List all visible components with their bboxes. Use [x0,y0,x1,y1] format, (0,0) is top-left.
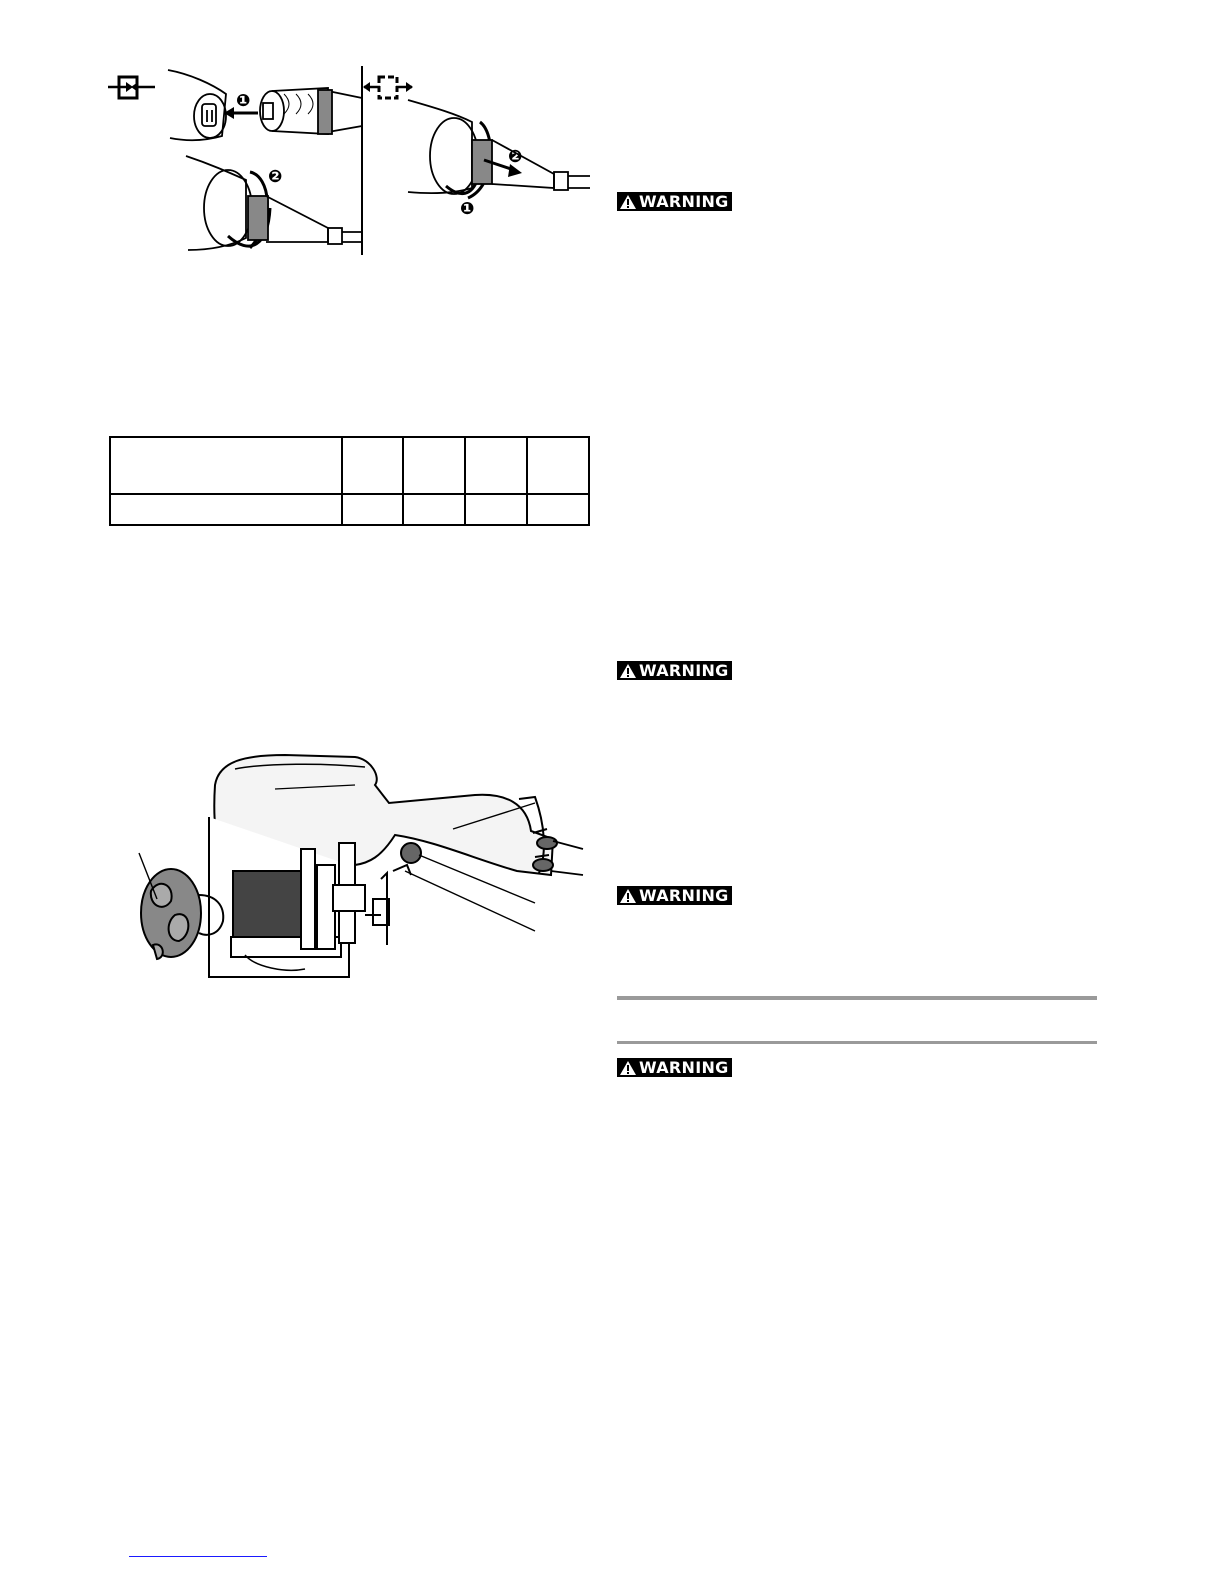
table-cell [465,494,527,525]
table-cell [527,494,589,525]
warning-badge-1 [617,192,732,211]
cord-connector-figure [100,60,600,260]
step-one-label-a: ❶ [236,91,251,111]
warning-badge-label: WARNING [639,1058,729,1077]
warning-triangle-icon [619,194,637,210]
table-cell [403,437,465,494]
connect-symbol-icon [108,77,155,98]
warning-badge-3 [617,886,732,905]
step-two-label-b: ❷ [508,147,523,167]
table-cell [342,437,404,494]
warning-triangle-icon [619,663,637,679]
step-one-label-b: ❶ [460,199,475,219]
footer-link-underline[interactable] [129,1556,267,1557]
table-cell [527,437,589,494]
warning-badge-4 [617,1058,732,1077]
table-cell [342,494,404,525]
table-cell [110,437,342,494]
warning-badge-2 [617,661,732,680]
warning-badge-label: WARNING [639,661,729,680]
warning-badge-label: WARNING [639,192,729,211]
warning-triangle-icon [619,888,637,904]
section-divider-bottom [617,1041,1097,1044]
step-two-label-a: ❷ [268,167,283,187]
section-divider-top [617,996,1097,1000]
warning-badge-label: WARNING [639,886,729,905]
warning-triangle-icon [619,1060,637,1076]
twist-unlock-illustration [408,100,590,198]
table-cell [110,494,342,525]
specification-table [109,436,590,526]
table-cell [403,494,465,525]
disconnect-symbol-icon [363,77,413,98]
plug-insert-illustration [168,70,362,140]
table-cell [465,437,527,494]
router-illustration [135,745,590,985]
